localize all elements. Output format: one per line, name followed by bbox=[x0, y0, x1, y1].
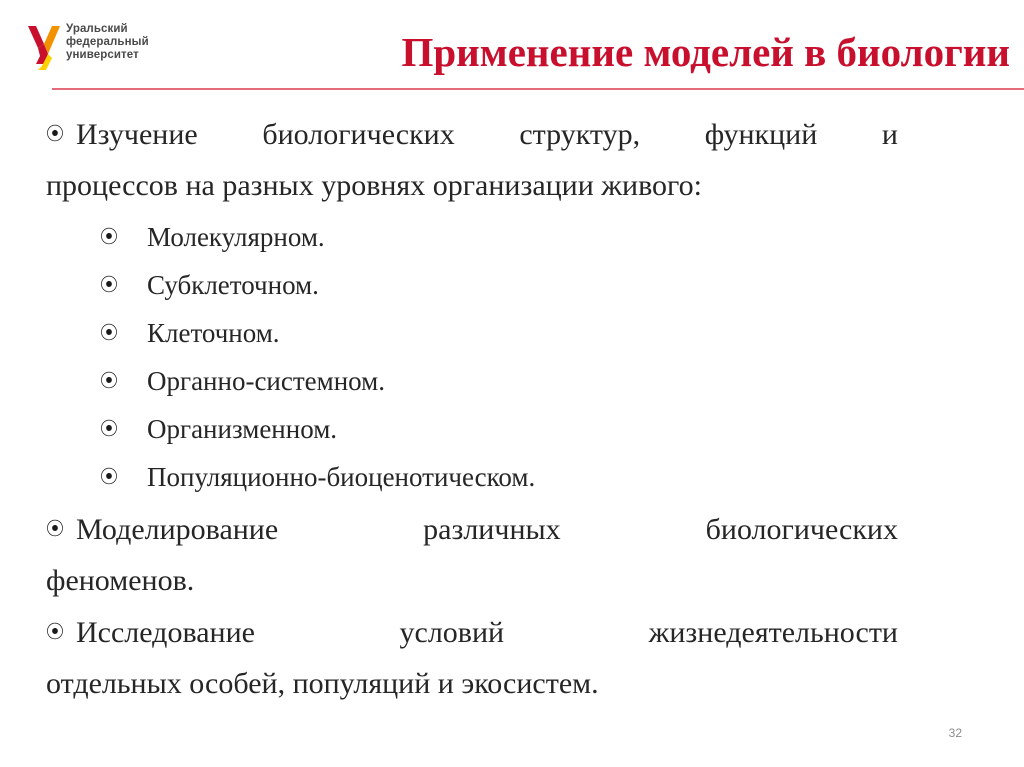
level-label: Молекулярном. bbox=[147, 222, 325, 252]
urfu-logo-mark-icon bbox=[26, 22, 62, 72]
level-label: Органно-системном. bbox=[147, 366, 386, 396]
logo-line-2: федеральный bbox=[66, 36, 149, 48]
levels-list bbox=[46, 213, 898, 501]
bullet-2-line-2: феноменов. bbox=[46, 564, 195, 597]
radio-bullet-icon: ⦿ bbox=[100, 323, 118, 343]
list-item bbox=[100, 405, 898, 453]
list-item bbox=[100, 213, 898, 261]
radio-bullet-icon: ⦿ bbox=[46, 622, 64, 642]
logo-line-1: Уральский bbox=[66, 23, 128, 35]
page-number: 32 bbox=[948, 726, 962, 740]
bullet-2-line-1: Моделирование различных биологических bbox=[76, 513, 898, 546]
bullet-2-continuation bbox=[46, 557, 898, 605]
radio-bullet-icon: ⦿ bbox=[100, 227, 118, 247]
bullet-3 bbox=[46, 608, 898, 657]
bullet-3-continuation bbox=[46, 660, 898, 708]
bullet-1-continuation bbox=[46, 162, 898, 210]
bullet-3-line-2: отдельных особей, популяций и экосистем. bbox=[46, 667, 599, 700]
radio-bullet-icon: ⦿ bbox=[100, 275, 118, 295]
bullet-2 bbox=[46, 505, 898, 554]
radio-bullet-icon: ⦿ bbox=[100, 467, 118, 487]
bullet-1 bbox=[46, 110, 898, 159]
level-label: Субклеточном. bbox=[147, 270, 319, 300]
list-item bbox=[100, 309, 898, 357]
level-label: Клеточном. bbox=[147, 318, 280, 348]
logo-text bbox=[66, 23, 149, 62]
radio-bullet-icon: ⦿ bbox=[46, 519, 64, 539]
radio-bullet-icon: ⦿ bbox=[46, 124, 64, 144]
university-logo bbox=[26, 22, 196, 74]
slide-title: Применение моделей в биологии bbox=[401, 29, 1010, 75]
title-divider bbox=[52, 88, 1024, 90]
bullet-1-line-1: Изучение биологических структур, функций и bbox=[76, 118, 898, 151]
bullet-1-line-2: процессов на разных уровнях организации живого: bbox=[46, 169, 702, 202]
slide-content bbox=[46, 110, 898, 711]
bullet-3-line-1: Исследование условий жизнедеятельности bbox=[76, 616, 898, 649]
level-label: Организменном. bbox=[147, 414, 338, 444]
list-item bbox=[100, 261, 898, 309]
level-label: Популяционно-биоценотическом. bbox=[147, 462, 536, 492]
list-item bbox=[100, 453, 898, 501]
radio-bullet-icon: ⦿ bbox=[100, 419, 118, 439]
list-item bbox=[100, 357, 898, 405]
radio-bullet-icon: ⦿ bbox=[100, 371, 118, 391]
logo-line-3: университет bbox=[66, 49, 139, 61]
